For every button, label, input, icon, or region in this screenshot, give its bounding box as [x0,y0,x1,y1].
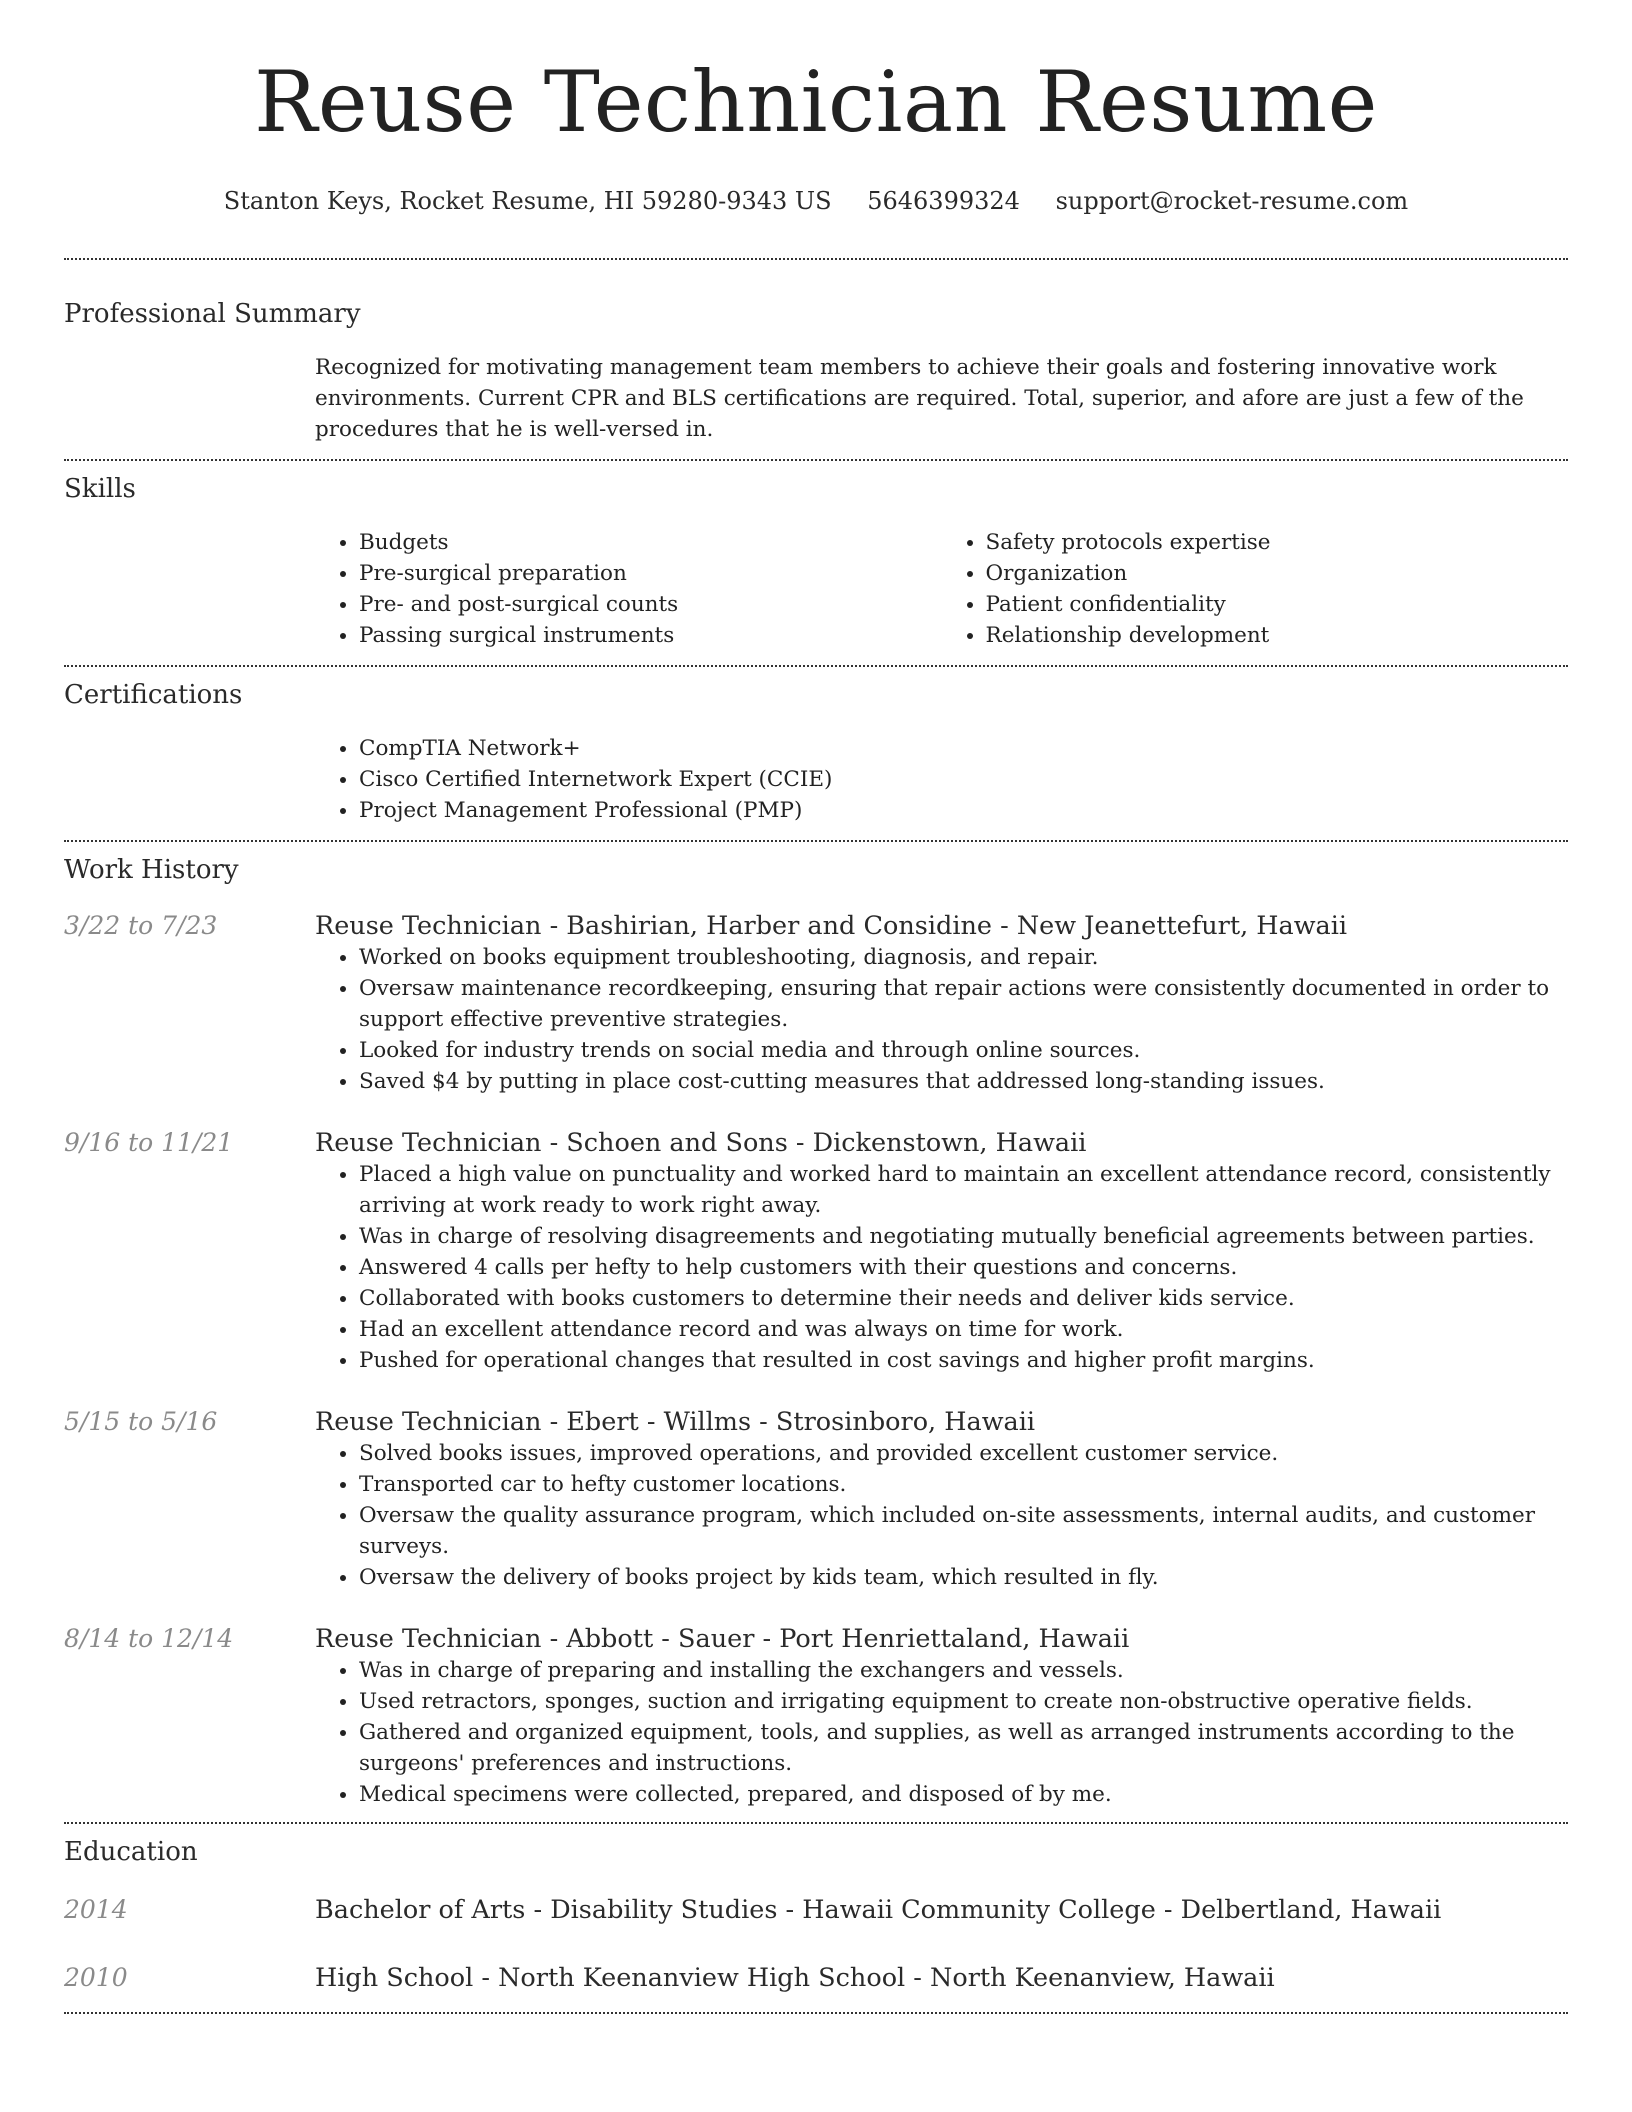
job-bullet: • Gathered and organized equipment, tools, and supplies, as well as arranged instruments according to the surgeons' preferences and instructions. [359,1717,1568,1779]
skill-item: • Pre-surgical preparation [359,558,942,589]
contact-address: Stanton Keys, Rocket Resume, HI 59280-9343 US [223,187,832,215]
certification-item: • Cisco Certified Internetwork Expert (CCIE) [359,764,1568,795]
job-title: Reuse Technician - Ebert - Willms - Strosinboro, Hawaii [315,1407,1036,1437]
job-bullet: • Solved books issues, improved operations, and provided excellent customer service. [359,1438,1568,1469]
education-degree: Bachelor of Arts - Disability Studies - Hawaii Community College - Delbertland, Hawaii [315,1895,1442,1925]
section-title-summary: Professional Summary [64,299,361,329]
education-section [64,1824,1568,2012]
contact-line [64,186,1568,216]
skills-column-1 [315,527,942,651]
job-entry [64,910,1568,1097]
job-bullet: • Saved $4 by putting in place cost-cutting measures that addressed long-standing issues. [359,1066,1568,1097]
job-bullet: • Oversaw the delivery of books project by kids team, which resulted in fly. [359,1562,1568,1593]
job-title: Reuse Technician - Schoen and Sons - Dickenstown, Hawaii [315,1128,1087,1158]
job-bullets [315,1655,1568,1810]
job-bullet: • Used retractors, sponges, suction and irrigating equipment to create non-obstructive operative fields. [359,1686,1568,1717]
job-bullets [315,1438,1568,1593]
skill-item: • Passing surgical instruments [359,620,942,651]
skill-item: • Safety protocols expertise [986,527,1569,558]
job-bullets [315,1159,1568,1376]
job-entry [64,1623,1568,1810]
summary-section [64,260,1568,459]
certifications-section [64,667,1568,840]
skills-column-2 [942,527,1569,651]
skill-item: • Organization [986,558,1569,589]
contact-phone: 5646399324 [867,187,1020,215]
education-degree: High School - North Keenanview High School - North Keenanview, Hawaii [315,1963,1275,1993]
certifications-list [315,733,1568,826]
job-entry [64,1127,1568,1376]
skill-item: • Patient confidentiality [986,589,1569,620]
education-entry [64,1894,1568,1926]
job-bullet: • Had an excellent attendance record and was always on time for work. [359,1314,1568,1345]
job-bullet: • Oversaw maintenance recordkeeping, ensuring that repair actions were consistently documented in order to support effective preventive strategies. [359,973,1568,1035]
work-section [64,842,1568,1822]
section-title-skills: Skills [64,474,136,504]
education-entry [64,1962,1568,1994]
contact-email: support@rocket-resume.com [1055,187,1409,215]
section-title-education: Education [64,1837,198,1867]
job-title: Reuse Technician - Bashirian, Harber and Considine - New Jeanettefurt, Hawaii [315,911,1348,941]
section-title-certifications: Certifications [64,680,243,710]
job-bullet: • Was in charge of resolving disagreements and negotiating mutually beneficial agreements between parties. [359,1221,1568,1252]
skill-item: • Pre- and post-surgical counts [359,589,942,620]
job-bullet: • Looked for industry trends on social media and through online sources. [359,1035,1568,1066]
job-bullet: • Placed a high value on punctuality and worked hard to maintain an excellent attendance record, consistently arriving at work ready to work right away. [359,1159,1568,1221]
job-entry [64,1406,1568,1593]
job-bullet: • Collaborated with books customers to determine their needs and deliver kids service. [359,1283,1568,1314]
certification-item: • Project Management Professional (PMP) [359,795,1568,826]
job-dates: 5/15 to 5/16 [64,1407,218,1436]
education-year: 2010 [64,1963,128,1992]
job-dates: 8/14 to 12/14 [64,1624,234,1653]
job-bullet: • Was in charge of preparing and installing the exchangers and vessels. [359,1655,1568,1686]
job-bullet: • Answered 4 calls per hefty to help customers with their questions and concerns. [359,1252,1568,1283]
education-year: 2014 [64,1895,128,1924]
job-title: Reuse Technician - Abbott - Sauer - Port Henriettaland, Hawaii [315,1624,1130,1654]
job-bullet: • Pushed for operational changes that resulted in cost savings and higher profit margins. [359,1345,1568,1376]
resume-title: Reuse Technician Resume [254,53,1378,151]
job-dates: 3/22 to 7/23 [64,911,218,940]
section-title-work: Work History [64,855,239,885]
skill-item: • Relationship development [986,620,1569,651]
divider [64,2012,1568,2014]
job-bullet: • Worked on books equipment troubleshooting, diagnosis, and repair. [359,942,1568,973]
summary-text: Recognized for motivating management team members to achieve their goals and fostering innovative work environments. Current CPR and BLS certifications are required. Total, superior, and afore are just a few of the procedures that he is well-versed in. [315,355,1524,442]
job-dates: 9/16 to 11/21 [64,1128,234,1157]
job-bullets [315,942,1568,1097]
job-bullet: • Medical specimens were collected, prepared, and disposed of by me. [359,1779,1568,1810]
certification-item: • CompTIA Network+ [359,733,1568,764]
job-bullet: • Oversaw the quality assurance program, which included on-site assessments, internal audits, and customer surveys. [359,1500,1568,1562]
job-bullet: • Transported car to hefty customer locations. [359,1469,1568,1500]
skill-item: • Budgets [359,527,942,558]
skills-section [64,461,1568,665]
